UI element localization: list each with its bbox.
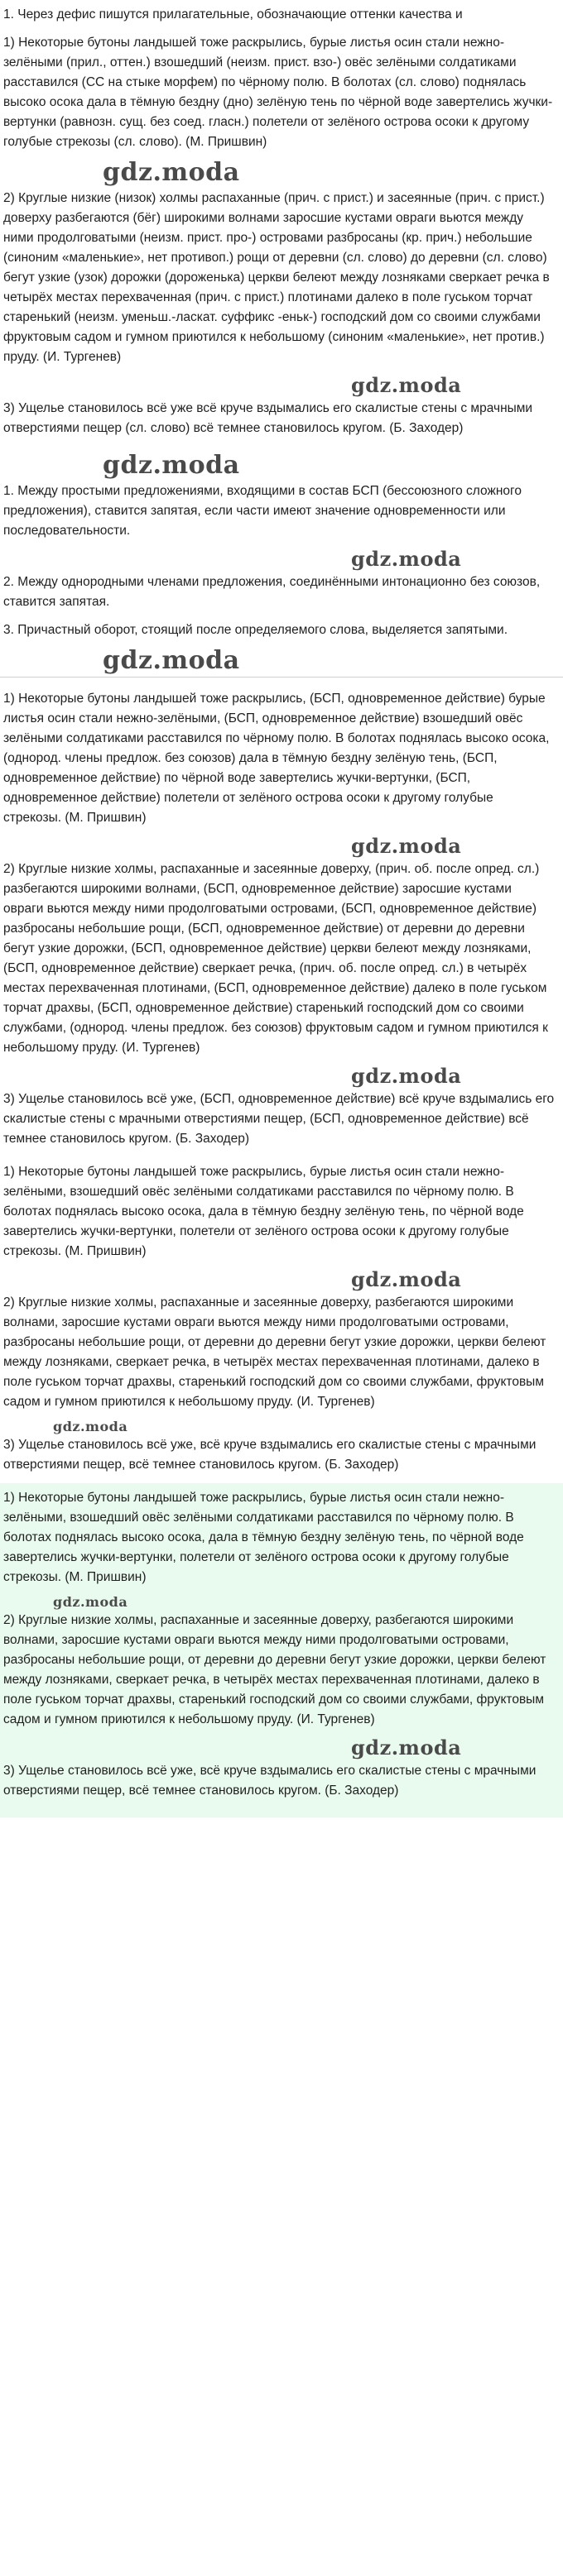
paragraph-rule-3: 3. Причастный оборот, стоящий после определяемого слова, выделяется запятыми.: [3, 623, 508, 637]
paragraph-punct-3: 3) Ущелье становилось всё уже, (БСП, одновременное действие) всё круче вздымались его скалистые стены с мрачными отверстиями пещер, (БСП, одновременное действие) всё темнее становилось кругом. (Б. Заходер): [3, 1092, 555, 1146]
paragraph-answer-1: 1) Некоторые бутоны ландышей тоже раскрылись, бурые листья осин стали нежно-зелёными, взошедший овёс зелёными солдатиками расставился по чёрному полю. В болотах поднялась высоко осока, дала в тёмную бездну зелёную тень, по чёрной воде завертелись жучки-вертунки, полетели от зелёного острова осоки к другому голубые стрекозы. (М. Пришвин): [3, 1491, 524, 1584]
watermark: gdz.moda: [351, 373, 462, 397]
paragraph-punct-2: 2) Круглые низкие холмы, распаханные и засеянные доверху, (прич. об. после опред. сл.) разбегаются широкими волнами, (БСП, одновременное действие) заросшие кустами овраги вьются между ними продолговатыми островами, (БСП, одновременное действие) разбросаны небольшие рощи, (БСП, одновременное действие) от деревни до деревни бегут узкие дорожки, (БСП, одновременное действие) церкви белеют между лозняками, (БСП, одновременное действие) сверкает речка, (прич. об. после опред. сл.) в четырёх местах перехваченная плотинами, (БСП, одновременное действие) далеко в поле гуськом торчат драхвы, (БСП, одновременное действие) старенький господский дом со своими службами, (однород. члены предлож. без союзов) фруктовым садом и гумном приютился к небольшому пруду. (И. Тургенев): [3, 862, 548, 1055]
divider: [0, 677, 563, 678]
section-members: [0, 1157, 563, 1475]
paragraph-analysis-1: 1) Некоторые бутоны ландышей тоже раскрылись, бурые листья осин стали нежно-зелёными (прил., оттен.) взошедший (неизм. прист. взо-) овёс зелёными солдатиками расставился (СС на стыке морфем) по чёрному полю. В болотах (сл. слово) поднялась высоко осока дала в тёмную бездну (дно) зелёную тень по чёрной воде завертелись жучки-вертунки (равнозн. сущ. без соед. гласн.) полетели от зелёного острова осоки к другому голубые стрекозы (сл. слово). (М. Пришвин): [3, 36, 553, 149]
paragraph-members-2: 2) Круглые низкие холмы, распаханные и засеянные доверху, разбегаются широкими волнами, заросшие кустами овраги вьются между ними продолговатыми островами, разбросаны небольшие рощи, от деревни до деревни бегут узкие дорожки, церкви белеют между лозняками, сверкает речка, в четырёх местах перехваченная плотинами, далеко в поле гуськом торчат драхвы, старенький господский дом со своими службами, фруктовым садом и гумном приютился к небольшому пруду. (И. Тургенев): [3, 1295, 546, 1409]
paragraph-rule-1: 1. Между простыми предложениями, входящими в состав БСП (бессоюзного сложного предложения), ставится запятая, если части имеют значение одновременности или последовательности.: [3, 484, 522, 538]
section-rules: [0, 447, 563, 673]
watermark: gdz.moda: [103, 158, 240, 187]
section-punctuation: [0, 684, 563, 1149]
watermark: gdz.moda: [351, 1267, 462, 1291]
watermark: gdz.moda: [53, 1594, 128, 1610]
watermark: gdz.moda: [351, 1736, 462, 1760]
paragraph-answer-2: 2) Круглые низкие холмы, распаханные и засеянные доверху, разбегаются широкими волнами, заросшие кустами овраги вьются между ними продолговатыми островами, разбросаны небольшие рощи, от деревни до деревни бегут узкие дорожки, церкви белеют между лозняками, сверкает речка, в четырёх местах перехваченная плотинами, далеко в поле гуськом торчат драхвы, старенький господский дом со своими службами, фруктовым садом и гумном приютился к небольшому пруду. (И. Тургенев): [3, 1613, 546, 1726]
section-answer: [0, 1483, 563, 1817]
watermark: gdz.moda: [351, 834, 462, 858]
watermark: gdz.moda: [351, 547, 462, 571]
watermark: gdz.moda: [103, 451, 240, 480]
section-analysis: [0, 0, 563, 438]
paragraph-members-1: 1) Некоторые бутоны ландышей тоже раскрылись, бурые листья осин стали нежно-зелёными, взошедший овёс зелёными солдатиками расставился по чёрному полю. В болотах поднялась высоко осока, дала в тёмную бездну зелёную тень, по чёрной воде завертелись жучки-вертунки, полетели от зелёного острова осоки к другому голубые стрекозы. (М. Пришвин): [3, 1165, 524, 1258]
watermark: gdz.moda: [103, 646, 240, 675]
paragraph-rule-2: 2. Между однородными членами предложения, соединёнными интонационно без союзов, ставится запятая.: [3, 575, 541, 609]
paragraph-analysis-3: 3) Ущелье становилось всё уже всё круче вздымались его скалистые стены с мрачными отверстиями пещер (сл. слово) всё темнее становилось кругом. (Б. Заходер): [3, 401, 533, 435]
watermark: gdz.moda: [351, 1064, 462, 1088]
paragraph-intro: 1. Через дефис пишутся прилагательные, обозначающие оттенки качества и: [3, 7, 463, 22]
paragraph-members-3: 3) Ущелье становилось всё уже, всё круче вздымались его скалистые стены с мрачными отверстиями пещер, всё темнее становилось кругом. (Б. Заходер): [3, 1438, 537, 1472]
paragraph-analysis-2: 2) Круглые низкие (низок) холмы распаханные (прич. с прист.) и засеянные (прич. с прист.) доверху разбегаются (бёг) широкими волнами заросшие кустами овраги вьются между ними продолговатыми (неизм. прист. про-) островами разбросаны (кр. прич.) небольшие (синоним «маленькие», нет противоп.) рощи от деревни (сл. слово) до деревни (сл. слово) бегут узкие (узок) дорожки (дороженька) церкви белеют между лозняками сверкает речка в четырёх местах перехваченная (прич. с прист.) плотинами далеко в поле гуськом торчат старенький (неизм. уменьш.-ласкат. суффикс -еньк-) господский дом со своими службами фруктовым садом и гумном приютился к небольшому (синоним «маленькие», нет против.) пруду. (И. Тургенев): [3, 191, 550, 364]
watermark: gdz.moda: [53, 1419, 128, 1434]
paragraph-punct-1: 1) Некоторые бутоны ландышей тоже раскрылись, (БСП, одновременное действие) бурые листья осин стали нежно-зелёными, (БСП, одновременное действие) взошедший овёс зелёными солдатиками расставился по чёрному полю. В болотах поднялась высоко осока, (однород. члены предлож. без союзов) дала в тёмную бездну зелёную тень, (БСП, одновременное действие) по чёрной воде завертелись жучки-вертунки, (БСП, одновременное действие) полетели от зелёного острова осоки к другому голубые стрекозы. (М. Пришвин): [3, 692, 550, 825]
paragraph-answer-3: 3) Ущелье становилось всё уже, всё круче вздымались его скалистые стены с мрачными отверстиями пещер, всё темнее становилось кругом. (Б. Заходер): [3, 1764, 537, 1798]
